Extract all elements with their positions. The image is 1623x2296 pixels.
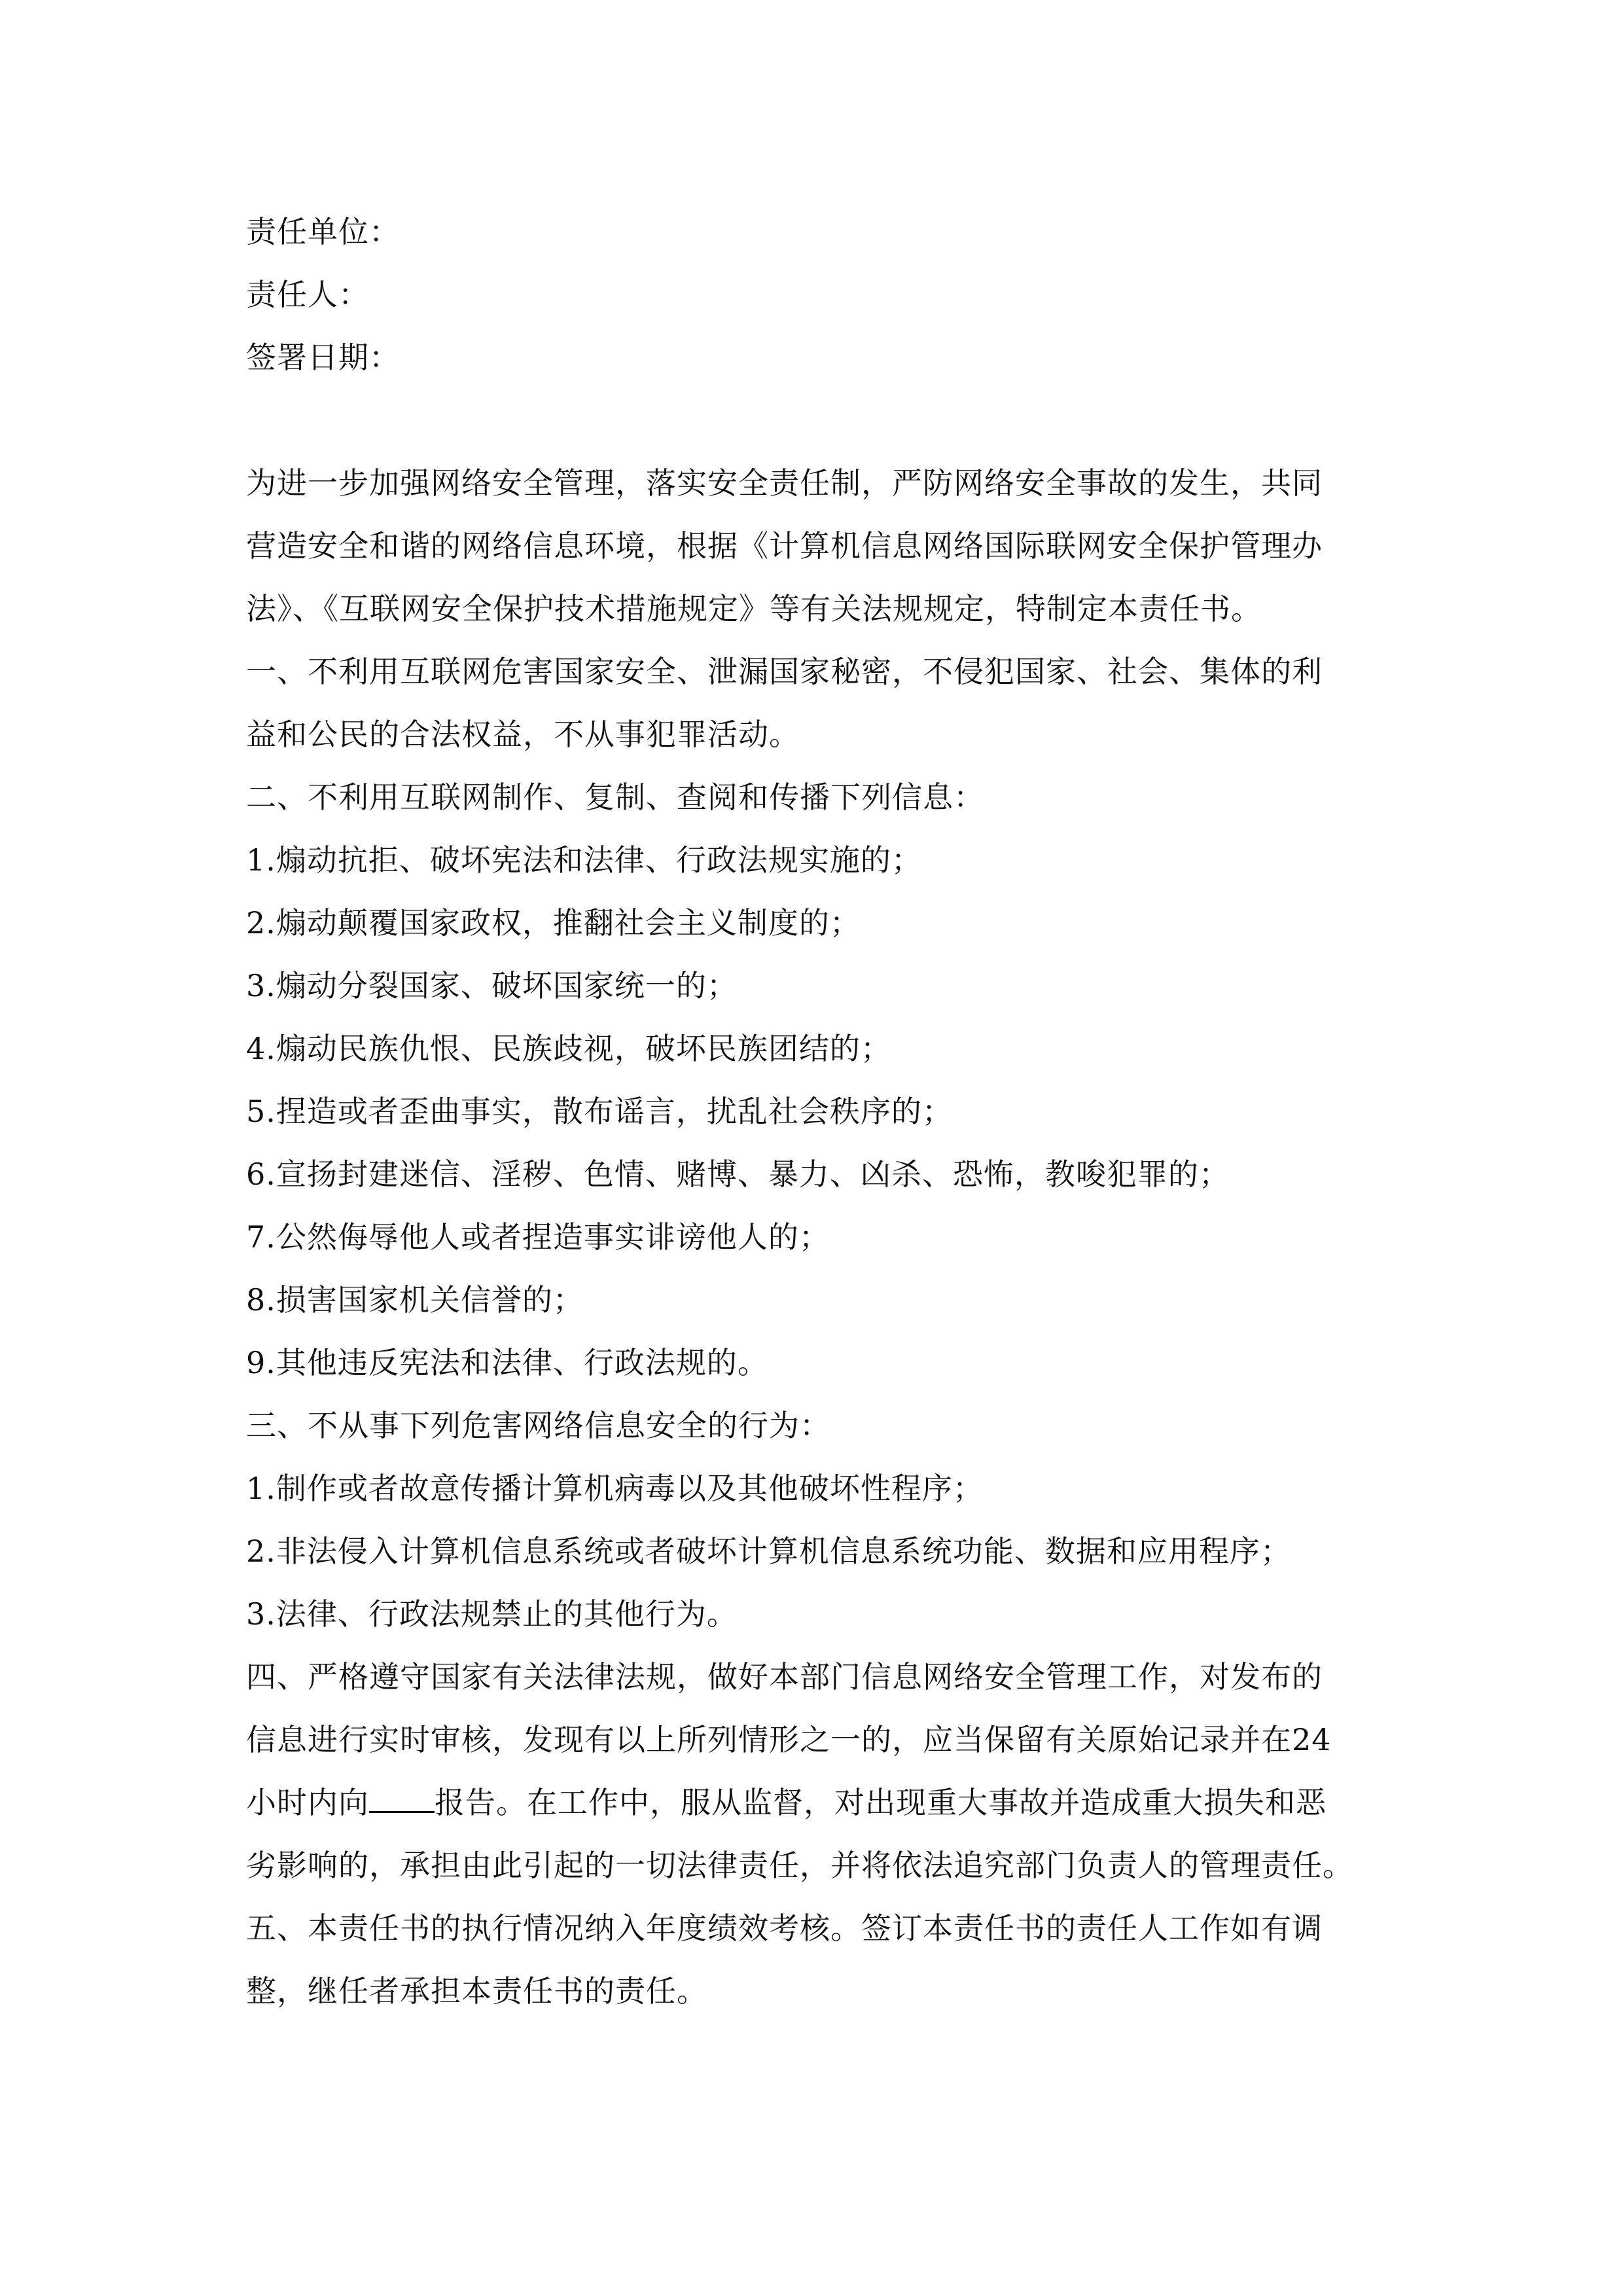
- spacer: [246, 389, 1385, 452]
- section-1-line: 益和公民的合法权益，不从事犯罪活动。: [246, 717, 800, 752]
- sign-date-label: 签署日期：: [246, 340, 400, 375]
- section-2-item: 6.宣扬封建迷信、淫秽、色情、赌博、暴力、凶杀、恐怖，教唆犯罪的；: [246, 1157, 1230, 1192]
- document-body: [246, 200, 1385, 2022]
- section-2-item: 2.煽动颠覆国家政权，推翻社会主义制度的；: [246, 905, 861, 941]
- section-4-line: 信息进行实时审核，发现有以上所列情形之一的，应当保留有关原始记录并在24: [246, 1722, 1332, 1757]
- section-2-item: 7.公然侮辱他人或者捏造事实诽谤他人的；: [246, 1219, 830, 1255]
- section-2-item: 3.煽动分裂国家、破坏国家统一的；: [246, 968, 738, 1003]
- responsible-unit-label: 责任单位：: [246, 214, 400, 249]
- section-2-item: 9.其他违反宪法和法律、行政法规的。: [246, 1345, 768, 1380]
- section-3-item: 1.制作或者故意传播计算机病毒以及其他破坏性程序；: [246, 1471, 984, 1506]
- intro-line: 营造安全和谐的网络信息环境，根据《计算机信息网络国际联网安全保护管理办: [246, 528, 1323, 564]
- section-5-line: 整，继任者承担本责任书的责任。: [246, 1973, 707, 2009]
- intro-line: 为进一步加强网络安全管理，落实安全责任制，严防网络安全事故的发生，共同: [246, 465, 1323, 501]
- section-3-item: 2.非法侵入计算机信息系统或者破坏计算机信息系统功能、数据和应用程序；: [246, 1534, 1291, 1569]
- section-5-line: 五、本责任书的执行情况纳入年度绩效考核。签订本责任书的责任人工作如有调: [246, 1910, 1323, 1946]
- section-3-item: 3.法律、行政法规禁止的其他行为。: [246, 1596, 738, 1632]
- responsible-person-label: 责任人：: [246, 277, 369, 312]
- section-2-item: 4.煽动民族仇恨、民族歧视，破坏民族团结的；: [246, 1031, 891, 1066]
- section-2-item: 5.捏造或者歪曲事实，散布谣言，扰乱社会秩序的；: [246, 1094, 953, 1129]
- section-3-heading: 三、不从事下列危害网络信息安全的行为：: [246, 1408, 830, 1443]
- section-4-line-rest: 报告。在工作中，服从监督，对出现重大事故并造成重大损失和恶: [435, 1785, 1327, 1820]
- fill-in-blank: [369, 1811, 435, 1813]
- section-4-line-with-blank: [246, 1771, 1385, 1834]
- section-4-line: 四、严格遵守国家有关法律法规，做好本部门信息网络安全管理工作，对发布的: [246, 1659, 1323, 1695]
- section-4-line: 劣影响的，承担由此引起的一切法律责任，并将依法追究部门负责人的管理责任。: [246, 1848, 1353, 1883]
- section-1-line: 一、不利用互联网危害国家安全、泄漏国家秘密，不侵犯国家、社会、集体的利: [246, 654, 1323, 689]
- section-2-item: 8.损害国家机关信誉的；: [246, 1282, 584, 1318]
- section-4-line-start: 小时内向: [246, 1785, 369, 1820]
- section-2-item: 1.煽动抗拒、破坏宪法和法律、行政法规实施的；: [246, 842, 922, 878]
- intro-line: 法》、《互联网安全保护技术措施规定》等有关法规规定，特制定本责任书。: [246, 591, 1262, 626]
- section-2-heading: 二、不利用互联网制作、复制、查阅和传播下列信息：: [246, 780, 984, 815]
